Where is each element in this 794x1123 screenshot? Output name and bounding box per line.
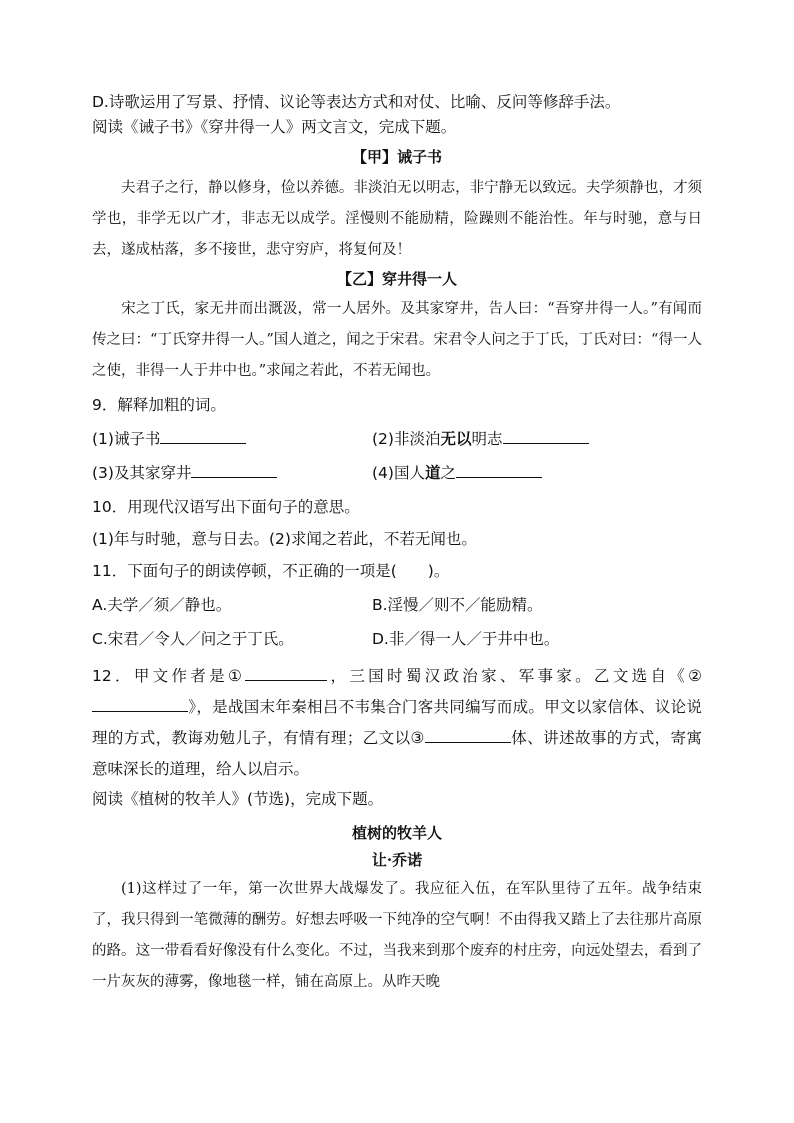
story-author: 让·乔诺 xyxy=(371,851,423,869)
q10-sentences: (1)年与时驰，意与日去。(2)求闻之若此，不若无闻也。 xyxy=(92,530,477,548)
q11-row-1 xyxy=(92,593,702,618)
reading-instruction-2: 阅读《植树的牧羊人》(节选)，完成下题。 xyxy=(92,790,384,808)
q11-option-b[interactable]: B.淫慢／则不／能励精。 xyxy=(372,596,543,614)
yi-passage xyxy=(92,294,702,387)
q9-item-1: (1)诫子书 xyxy=(92,427,372,452)
q9-row-1 xyxy=(92,427,702,452)
jia-passage xyxy=(92,173,702,266)
q9-item-2: (2)非淡泊无以明志 xyxy=(372,427,652,452)
q12-text: 12．甲文作者是① ，三国时蜀汉政治家、军事家。乙文选自《②》，是战国末年秦相吕不韦集合门客共同编写而成。甲文以家信体、议论说理的方式，教诲劝勉儿子，有情有理；乙文以③ 体、讲述故事的方式，寄寓意味深长的道理，给人以启示。 xyxy=(92,661,702,785)
reading-instruction-1: 阅读《诫子书》《穿井得一人》两文言文，完成下题。 xyxy=(92,118,457,136)
answer-blank[interactable] xyxy=(456,461,542,478)
story-title: 植树的牧羊人 xyxy=(351,824,442,842)
q11-option-d[interactable]: D.非／得一人／于井中也。 xyxy=(372,630,560,648)
q9-row-2 xyxy=(92,461,702,486)
yi-text: 宋之丁氏，家无井而出溉汲，常一人居外。及其家穿井，告人曰：“吾穿井得一人。”有闻而传之曰：“丁氏穿井得一人。”国人道之，闻之于宋君。宋君令人问之于丁氏，丁氏对曰：“得一人之使，非得一人于井中也。”求闻之若此，不若无闻也。 xyxy=(92,301,702,379)
option-d: D.诗歌运用了写景、抒情、议论等表达方式和对仗、比喻、反问等修辞手法。 xyxy=(92,93,621,111)
story-passage xyxy=(92,874,702,998)
q11-row-2 xyxy=(92,627,702,652)
answer-blank[interactable] xyxy=(425,726,511,743)
answer-blank[interactable] xyxy=(92,695,188,712)
document-page xyxy=(92,90,702,998)
q11-option-c[interactable]: C.宋君／令人／问之于丁氏。 xyxy=(92,630,294,648)
answer-blank[interactable] xyxy=(245,664,327,681)
bold-word: 无以 xyxy=(440,430,472,448)
answer-blank[interactable] xyxy=(191,461,277,478)
jia-text: 夫君子之行，静以修身，俭以养德。非淡泊无以明志，非宁静无以致远。夫学须静也，才须学也，非学无以广才，非志无以成学。淫慢则不能励精，险躁则不能治性。年与时驰，意与日去，遂成枯落，多不接世，悲守穷庐，将复何及！ xyxy=(92,180,702,258)
story-text: (1)这样过了一年，第一次世界大战爆发了。我应征入伍，在军队里待了五年。战争结束了，我只得到一笔微薄的酬劳。好想去呼吸一下纯净的空气啊！不由得我又踏上了去往那片高原的路。这一带看看好像没有什么变化。不过，当我来到那个废弃的村庄旁，向远处望去，看到了一片灰灰的薄雾，像地毯一样，铺在高原上。从昨天晚 xyxy=(92,881,702,990)
answer-blank[interactable] xyxy=(160,427,246,444)
q9-item-4: (4)国人道之 xyxy=(372,461,652,486)
q10-stem: 10．用现代汉语写出下面句子的意思。 xyxy=(92,498,360,516)
q11-option-a[interactable]: A.夫学／须／静也。 xyxy=(92,596,232,614)
q11-stem: 11．下面句子的朗读停顿，不正确的一项是( )。 xyxy=(92,562,450,580)
q9-item-3: (3)及其家穿井 xyxy=(92,461,372,486)
q9-stem: 9．解释加粗的词。 xyxy=(92,396,226,414)
bold-word: 道 xyxy=(424,464,441,482)
answer-blank[interactable] xyxy=(503,427,589,444)
yi-title: 【乙】穿井得一人 xyxy=(336,270,457,288)
jia-title: 【甲】诫子书 xyxy=(351,148,442,166)
